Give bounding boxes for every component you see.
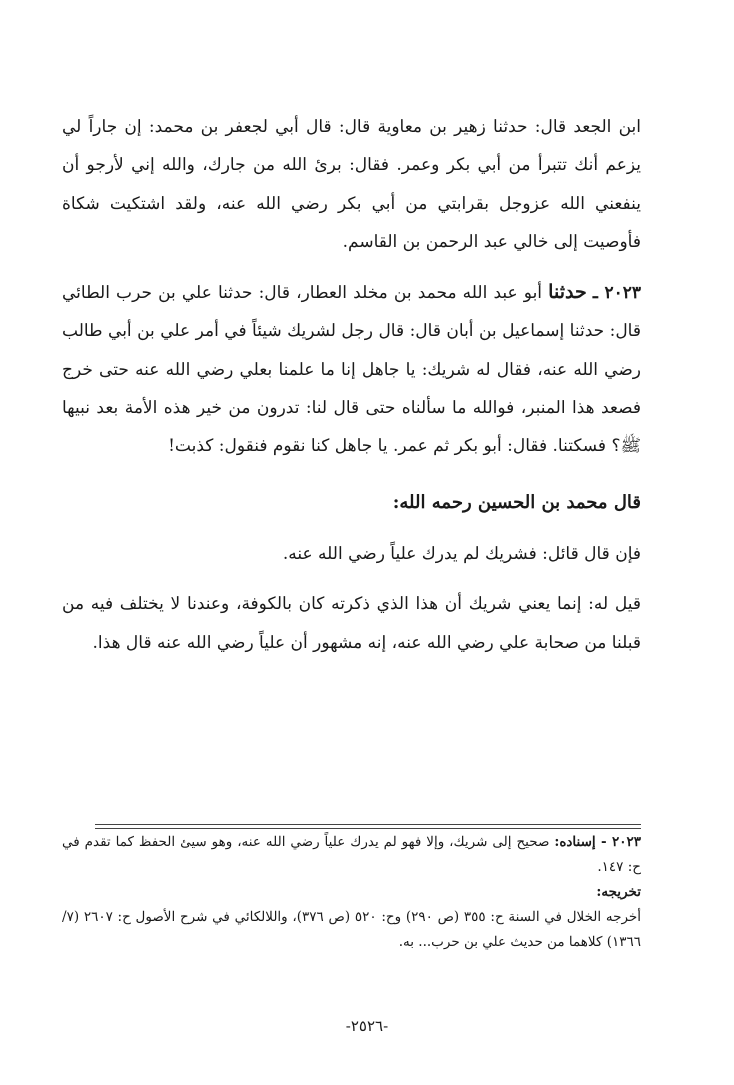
- hadith-2023: [62, 273, 641, 465]
- hadith-sigla: حدثنا: [548, 281, 587, 304]
- hadith-number: ٢٠٢٣ ـ: [592, 283, 642, 304]
- footnote-rule: [95, 824, 641, 825]
- page-number: -٢٥٢٦-: [345, 1017, 389, 1035]
- footnote-rule-second: [95, 828, 641, 829]
- footnote-isnad: [62, 830, 641, 880]
- answer-paragraph: قيل له: إنما يعني شريك أن هذا الذي ذكرته كان بالكوفة، وعندنا لا يختلف فيه من قبلنا من صحابة علي رضي الله عنه، إنه مشهور أن علياً رضي الله عنه قال هذا.: [62, 594, 641, 653]
- hadith-text: أبو عبد الله محمد بن مخلد العطار، قال: حدثنا علي بن حرب الطائي قال: حدثنا إسماعيل بن أبان قال: قال رجل لشريك شيئاً في أمر علي بن أبي طالب رضي الله عنه، فقال له شريك: يا جاهل إنا ما علمنا بعلي رضي الله عنه حتى خرج فصعد هذا المنبر، فوالله ما سألناه حتى قال لنا: تدرون من خير هذه الأمة بعد نبيها ﷺ؟ فسكتنا. فقال: أبو بكر ثم عمر. يا جاهل كنا نقوم فنقول: كذبت!: [62, 283, 641, 457]
- objection-paragraph: فإن قال قائل: فشريك لم يدرك علياً رضي الله عنه.: [282, 543, 641, 564]
- footnotes: [62, 830, 641, 955]
- paragraph-continuation: ابن الجعد قال: حدثنا زهير بن معاوية قال: قال أبي لجعفر بن محمد: إن جاراً لي يزعم أنك تتبرأ من أبي بكر وعمر. فقال: برئ الله من جارك، والله إني لأرجو أن ينفعني الله عزوجل بقرابتي من أبي بكر رضي الله عنه، ولقد اشتكيت شكاة فأوصيت إلى خالي عبد الرحمن بن القاسم.: [62, 117, 641, 252]
- footnote-takhrij-label-line: [62, 880, 641, 905]
- footnote-takhrij-text: أخرجه الخلال في السنة ح: ٣٥٥ (ص ٢٩٠) وح: ٥٢٠ (ص ٣٧٦)، واللالكائي في شرح الأصول ح: ٢٦٠٧ (٧/ ١٣٦٦) كلاهما من حديث علي بن حرب... به.: [62, 909, 642, 950]
- footnote-isnad-label: ٢٠٢٣ - إسناده:: [554, 834, 641, 850]
- section-heading: قال محمد بن الحسين رحمه الله:: [392, 491, 641, 513]
- main-text: [62, 108, 641, 662]
- footnote-takhrij-label: تخريجه:: [596, 884, 641, 900]
- footnote-isnad-text: صحيح إلى شريك، وإلا فهو لم يدرك علياً رضي الله عنه، وهو سيئ الحفظ كما تقدم في ح: ١٤٧.: [62, 834, 641, 875]
